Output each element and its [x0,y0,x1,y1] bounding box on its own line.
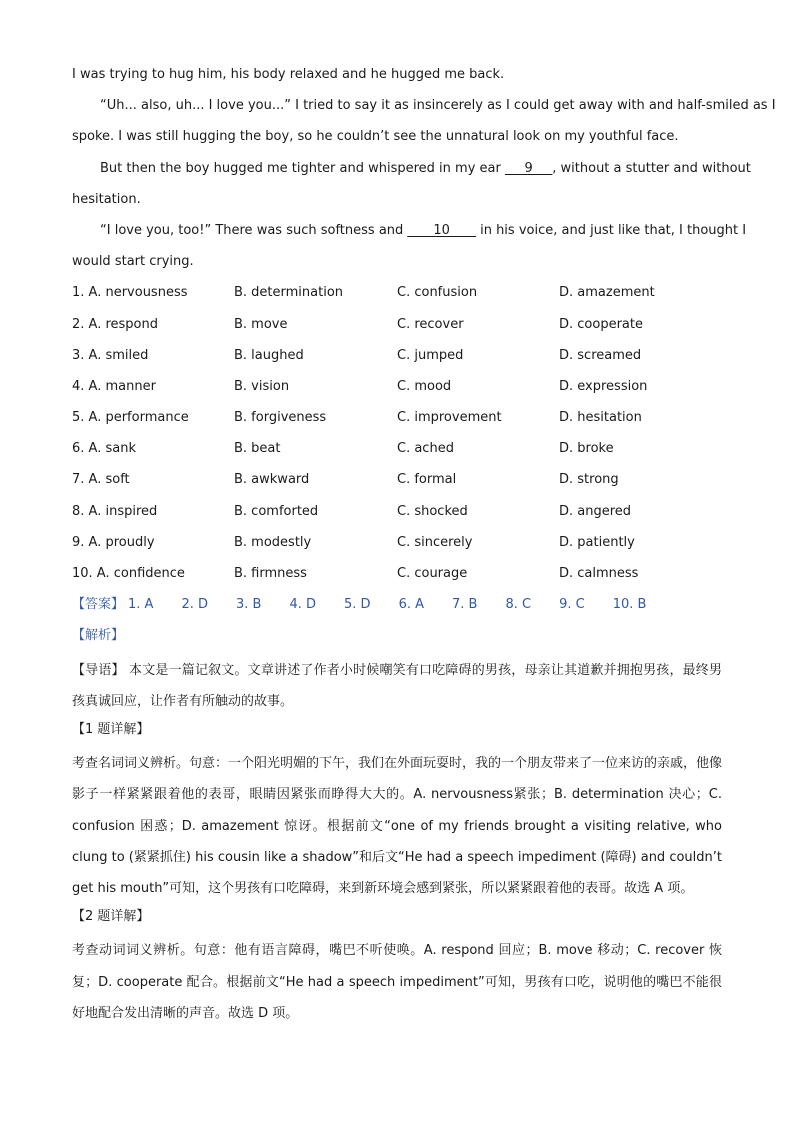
option-c: C. courage [397,566,468,581]
question-1-detail-title: 【1 题详解】 [72,721,150,737]
option-b: B. modestly [234,534,312,550]
option-b: B. determination [234,285,344,301]
answer-item: 6. A [398,597,424,613]
answer-item: 10. B [612,597,647,613]
option-b: B. move [234,316,288,332]
story-paragraph-2-line-2: spoke. I was still hugging the boy, so he couldn’t see the unnatural look on my youthful face. [72,129,679,145]
story-text: “I love you, too!” There was such softness and [100,222,408,238]
option-b: B. awkward [234,472,310,488]
question-options [72,280,722,592]
question-row [72,436,722,467]
question-2-detail-title: 【2 题详解】 [72,909,150,925]
option-d: D. screamed [559,347,642,363]
question-row [72,530,722,561]
question-row [72,499,722,530]
option-d: D. angered [559,503,632,519]
option-c: C. shocked [397,503,468,519]
option-d: D. strong [559,472,619,488]
option-b: B. vision [234,378,290,394]
blank-9: ___9___ [504,160,553,176]
option-a: 3. A. smiled [72,347,149,363]
option-d: D. hesitation [559,410,642,426]
question-row [72,280,722,311]
option-a: 9. A. proudly [72,534,155,550]
answer-item: 8. C [505,597,532,613]
question-row [72,312,722,343]
answer-item: 3. B [236,597,262,613]
option-c: C. recover [397,316,464,332]
story-paragraph-4-line-2: would start crying. [72,254,194,270]
story-text: in his voice, and just like that, I thought I [475,222,747,238]
answer-item: 4. D [289,597,317,613]
option-d: D. amazement [559,285,655,301]
answer-item: 9. C [559,597,585,613]
option-b: B. forgiveness [234,410,327,426]
option-c: C. ached [397,441,454,457]
story-paragraph-1: I was trying to hug him, his body relaxed and he hugged me back. [72,67,505,82]
option-c: C. formal [397,472,457,488]
story-paragraph-3-line-1 [72,156,751,187]
story-paragraph-2-line-1: “Uh... also, uh... I love you...” I tried to say it as insincerely as I could get away with and half-smiled as I [100,98,776,114]
option-c: C. improvement [397,410,502,426]
question-row [72,561,722,592]
story-text: But then the boy hugged me tighter and whispered in my ear [100,160,505,176]
option-c: C. jumped [397,347,464,363]
option-c: C. sincerely [397,534,473,550]
option-a: 8. A. inspired [72,503,158,519]
option-a: 7. A. soft [72,472,130,488]
option-c: C. confusion [397,285,478,301]
question-row [72,343,722,374]
answer-item: 2. D [181,597,208,613]
answer-item: 1. A [128,597,154,613]
option-d: D. cooperate [559,316,643,332]
option-a: 2. A. respond [72,316,158,332]
option-b: B. beat [234,441,281,457]
analysis-intro: 【导语】 本文是一篇记叙文。文章讲述了作者小时候嘲笑有口吃障碍的男孩，母亲让其道歉并拥抱男孩，最终男孩真诚回应，让作者有所触动的故事。 [72,662,722,709]
option-d: D. expression [559,378,648,394]
question-2-detail-body: 考查动词词义辨析。句意：他有语言障碍，嘴巴不听使唤。A. respond 回应；B. move 移动；C. recover 恢复；D. cooperate 配合。根据前文“He had a speech impediment”可知，男孩有口吃，说明他的嘴巴不能很好地配合发出清晰的声音。故选 D 项。 [72,943,722,1021]
option-a: 1. A. nervousness [72,285,188,301]
question-1-detail-body: 考查名词词义辨析。句意：一个阳光明媚的下午，我们在外面玩耍时，我的一个朋友带来了一位来访的亲戚，他像影子一样紧紧跟着他的表哥，眼睛因紧张而睁得大大的。A. nervousness紧张；B. determination 决心；C. confusion 困惑；D. amazement 惊讶。根据前文“one of my friends brought a visiting relative, who clung to (紧紧抓住) his cousin like a shadow”和后文“He had a speech impediment (障碍) and couldn’t get his mouth”可知，这个男孩有口吃障碍，来到新环境会感到紧张，所以紧紧跟着他的表哥。故选 A 项。 [72,756,723,896]
option-c: C. mood [397,378,452,394]
question-row [72,374,722,405]
story-text: , without a stutter and without [552,160,751,176]
question-row [72,405,722,436]
option-b: B. laughed [234,347,304,363]
option-d: D. patiently [559,534,635,550]
analysis-heading: 【解析】 [72,628,125,644]
answer-tag: 【答案】 [72,597,125,613]
document-page [72,62,776,1029]
option-b: B. firmness [234,566,307,581]
option-b: B. comforted [234,503,319,519]
option-a: 6. A. sank [72,441,136,457]
answer-item: 7. B [452,597,478,613]
option-a: 10. A. confidence [72,566,185,581]
answer-item: 5. D [344,597,371,613]
question-row [72,467,722,498]
story-paragraph-3-line-2: hesitation. [72,191,141,207]
option-a: 5. A. performance [72,410,189,426]
blank-10: ____10____ [407,222,476,238]
option-a: 4. A. manner [72,378,156,394]
option-d: D. calmness [559,566,639,581]
option-d: D. broke [559,441,614,457]
story-paragraph-4-line-1 [72,218,747,249]
answer-key [72,592,722,623]
